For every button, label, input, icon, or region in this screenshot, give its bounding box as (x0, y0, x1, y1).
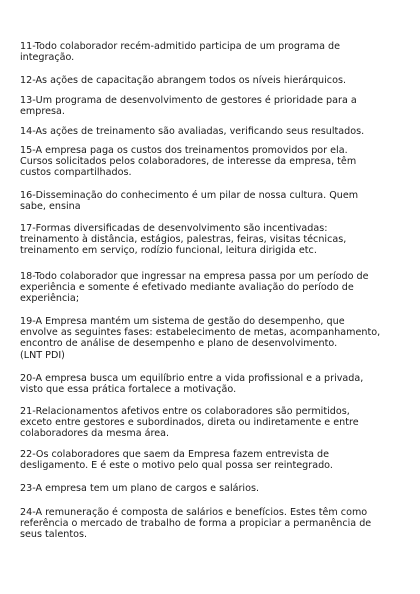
item-line: sabe, ensina (20, 201, 81, 213)
item-line: 16-Disseminação do conhecimento é um pilar de nossa cultura. Quem (20, 190, 359, 201)
policy-item-23 (20, 483, 405, 494)
item-line: referência o mercado de trabalho de forma a propiciar a permanência de (20, 518, 372, 530)
item-line: desligamento. E é este o motivo pelo qual possa ser reintegrado. (20, 460, 333, 472)
policy-item-20 (20, 373, 405, 395)
policy-item-24 (20, 507, 405, 541)
item-line: exceto entre gestores e subordinados, direta ou indiretamente e entre (20, 417, 359, 429)
item-line: 22-Os colaboradores que saem da Empresa fazem entrevista de (20, 449, 330, 460)
item-line: 17-Formas diversificadas de desenvolvimento são incentivadas: (20, 223, 328, 234)
item-line: envolve as seguintes fases: estabelecimento de metas, acompanhamento, (20, 327, 381, 339)
item-line: 11-Todo colaborador recém-admitido participa de um programa de (20, 41, 341, 52)
item-line: 19-A Empresa mantém um sistema de gestão do desempenho, que (20, 316, 345, 327)
item-line: encontro de análise de desempenho e plano de desenvolvimento. (20, 338, 338, 350)
policy-item-16 (20, 190, 405, 212)
item-line: visto que essa prática fortalece a motivação. (20, 384, 237, 396)
item-line: 13-Um programa de desenvolvimento de gestores é prioridade para a (20, 95, 357, 106)
item-line: 12-As ações de capacitação abrangem todos os níveis hierárquicos. (20, 75, 346, 86)
item-line: 20-A empresa busca um equilíbrio entre a vida profissional e a privada, (20, 373, 364, 384)
item-line: treinamento à distância, estágios, palestras, feiras, visitas técnicas, (20, 234, 347, 246)
item-line: 21-Relacionamentos afetivos entre os colaboradores são permitidos, (20, 406, 350, 417)
item-line: Cursos solicitados pelos colaboradores, de interesse da empresa, têm (20, 156, 357, 168)
item-line: 15-A empresa paga os custos dos treinamentos promovidos por ela. (20, 145, 348, 156)
item-line: 18-Todo colaborador que ingressar na empresa passa por um período de (20, 271, 369, 282)
item-line: empresa. (20, 106, 65, 118)
item-line: experiência; (20, 293, 80, 305)
policy-item-15 (20, 145, 405, 179)
policy-item-21 (20, 406, 405, 440)
policy-item-18 (20, 271, 405, 305)
item-line: integração. (20, 52, 75, 64)
item-line: colaboradores da mesma área. (20, 428, 170, 440)
policy-item-13 (20, 95, 405, 117)
item-line: experiência e somente é efetivado mediante avaliação do período de (20, 282, 354, 294)
policy-item-11 (20, 41, 405, 63)
item-line: 23-A empresa tem um plano de cargos e salários. (20, 483, 260, 494)
item-line: (LNT PDI) (20, 349, 65, 361)
item-line: custos compartilhados. (20, 167, 132, 179)
item-line: treinamento em serviço, rodízio funcional, leitura dirigida etc. (20, 245, 317, 257)
policy-item-14 (20, 126, 405, 137)
item-line: seus talentos. (20, 529, 87, 541)
policy-item-22 (20, 449, 405, 471)
policy-item-19 (20, 316, 405, 361)
policy-item-17 (20, 223, 405, 257)
item-line: 24-A remuneração é composta de salários e benefícios. Estes têm como (20, 507, 368, 518)
policy-item-12 (20, 75, 405, 86)
item-line: 14-As ações de treinamento são avaliadas, verificando seus resultados. (20, 126, 365, 137)
